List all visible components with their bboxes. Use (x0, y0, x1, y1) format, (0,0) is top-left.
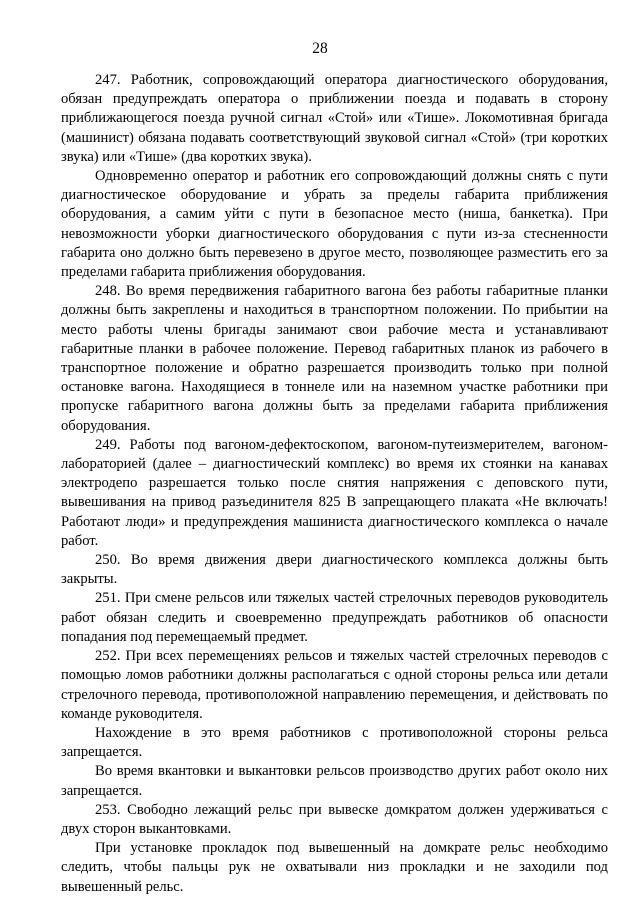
document-body (61, 71, 608, 897)
paragraph-252-note-1: Нахождение в это время работников с противоположной стороны рельса запрещается. (61, 724, 608, 761)
paragraph-252-note-2: Во время вкантовки и выкантовки рельсов производство других работ около них запрещается. (61, 763, 608, 799)
paragraph-247-continued: Одновременно оператор и работник его сопровождающий должны снять с пути диагностическое оборудование и убрать за пределы габарита приближения оборудования, а самим уйти с пути в безопасное место (ниша, банкетка). При невозможности уборки диагностического оборудования с пути из-за стесненности габарита оно должно быть перевезено в другое место, позволяющее разместить его за пределами габарита приближения оборудования. (61, 168, 608, 281)
paragraph-253-continued: При установке прокладок под вывешенный на домкрате рельс необходимо следить, чтобы пальцы рук не охватывали низ прокладки и не заходили под вывешенный рельс. (61, 840, 608, 895)
paragraph-251: 251. При смене рельсов или тяжелых частей стрелочных переводов руководитель работ обязан следить и своевременно предупреждать работников об опасности попадания под перемещаемый предмет. (61, 590, 608, 645)
paragraph-249: 249. Работы под вагоном-дефектоскопом, вагоном-путеизмерителем, вагоном-лабораторией (далее – диагностический комплекс) во время их стоянки на канавах электродепо разрешается только после снятия напряжения с деповского пути, вывешивания на привод разъединителя 825 В запрещающего плаката «Не включать! Работают люди» и предупреждения машиниста диагностического комплекса о начале работ. (61, 436, 608, 549)
paragraph-247: 247. Работник, сопровождающий оператора диагностического оборудования, обязан предупреждать оператора о приближении поезда и подавать в сторону приближающегося поезда ручной сигнал «Стой» или «Тише». Локомотивная бригада (машинист) обязана подавать соответствующий звуковой сигнал «Стой» (три коротких звука) или «Тише» (два коротких звука). (61, 72, 608, 165)
page-number: 28 (312, 40, 328, 57)
paragraph-252: 252. При всех перемещениях рельсов и тяжелых частей стрелочных переводов с помощью ломов работники должны располагаться с одной стороны рельса или детали стрелочного перевода, противоположной направлению перемещения, и действовать по команде руководителя. (61, 648, 608, 722)
paragraph-250: 250. Во время движения двери диагностического комплекса должны быть закрыты. (61, 552, 608, 588)
paragraph-248: 248. Во время передвижения габаритного вагона без работы габаритные планки должны быть закреплены и находиться в транспортном положении. По прибытии на место работы члены бригады занимают свои рабочие места и устанавливают габаритные планки в рабочее положение. Перевод габаритных планок из рабочего в транспортное положение и обратно разрешается производить только при полной остановке вагона. Находящиеся в тоннеле или на наземном участке работники при пропуске габаритного вагона должны быть за пределами габарита приближения оборудования. (61, 283, 608, 434)
paragraph-253: 253. Свободно лежащий рельс при вывеске домкратом должен удерживаться с двух сторон выкантовками. (61, 801, 608, 837)
